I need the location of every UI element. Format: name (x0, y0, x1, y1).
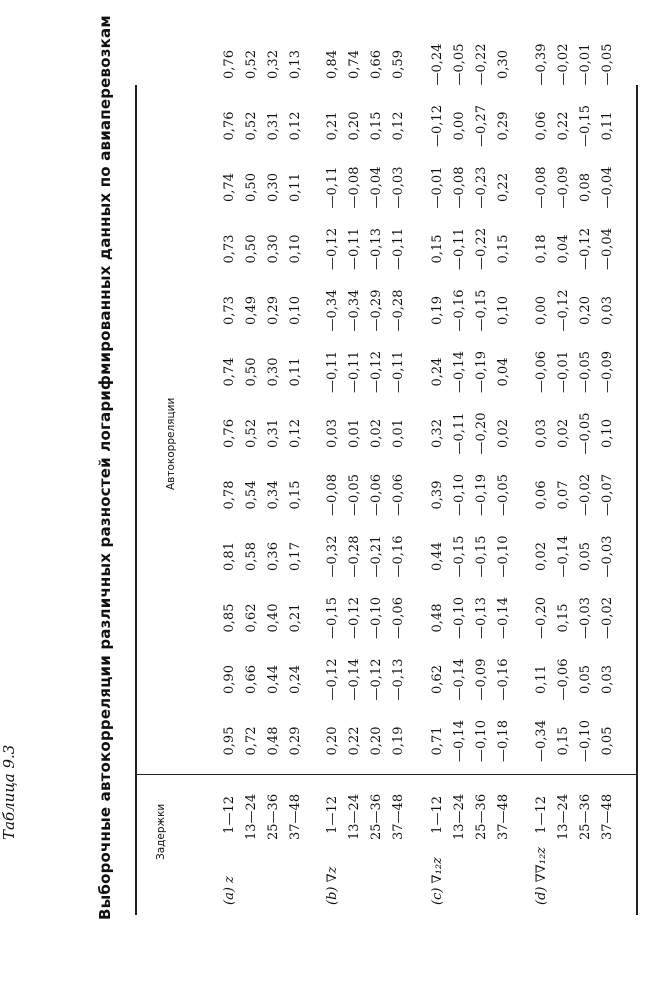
autocorrelation-value: —0,19 (474, 474, 489, 516)
autocorrelation-value: —0,16 (496, 658, 511, 701)
autocorrelation-value: 0,32 (430, 419, 445, 448)
autocorrelation-value: 0,76 (222, 111, 237, 141)
autocorrelation-value: —0,15 (578, 105, 593, 147)
autocorrelation-value: —0,20 (534, 597, 549, 639)
autocorrelation-value: 0,44 (430, 542, 445, 571)
autocorrelation-value: 0,58 (244, 542, 259, 571)
lag-range: 13—24 (347, 793, 362, 840)
autocorrelation-value: —0,16 (452, 289, 467, 332)
autocorrelation-value: —0,28 (391, 289, 406, 332)
autocorrelation-value: 0,15 (288, 480, 303, 510)
autocorrelation-value: 0,95 (222, 726, 237, 756)
autocorrelation-value: 0,50 (244, 234, 259, 264)
group-label: (c) ∇₁₂z (430, 857, 445, 905)
autocorrelation-value: 0,19 (391, 726, 406, 756)
autocorrelation-value: —0,11 (391, 351, 406, 393)
lag-range: 37—48 (600, 793, 615, 840)
autocorrelation-value: 0,15 (369, 111, 384, 141)
lag-range: 1—12 (222, 796, 237, 834)
autocorrelation-value: 0,72 (244, 726, 259, 756)
autocorrelation-value: 0,08 (578, 173, 593, 202)
autocorrelation-value: —0,08 (452, 166, 467, 209)
autocorrelation-value: 0,66 (369, 50, 384, 79)
autocorrelation-value: —0,02 (600, 597, 615, 639)
autocorrelation-value: 0,81 (222, 542, 237, 571)
autocorrelation-value: 0,05 (578, 542, 593, 571)
autocorrelation-value: —0,11 (452, 412, 467, 455)
autocorrelation-value: —0,15 (452, 535, 467, 578)
autocorrelation-value: —0,39 (534, 43, 549, 86)
autocorrelation-value: —0,08 (347, 166, 362, 209)
autocorrelation-value: 0,21 (325, 111, 340, 141)
autocorrelation-value: —0,06 (391, 474, 406, 516)
autocorrelation-value: 0,62 (430, 665, 445, 694)
autocorrelation-value: 0,00 (534, 296, 549, 325)
autocorrelation-value: 0,32 (266, 50, 281, 79)
lag-range: 13—24 (452, 793, 467, 840)
autocorrelation-value: —0,07 (600, 474, 615, 516)
autocorrelation-value: —0,14 (452, 720, 467, 762)
autocorrelation-value: 0,04 (496, 357, 511, 387)
autocorrelation-value: 0,85 (222, 603, 237, 633)
autocorrelation-value: 0,12 (391, 111, 406, 141)
autocorrelation-value: —0,06 (534, 351, 549, 393)
autocorrelation-value: 0,10 (496, 296, 511, 325)
autocorrelation-value: 0,20 (369, 726, 384, 756)
autocorrelation-value: —0,11 (347, 228, 362, 270)
autocorrelation-value: 0,06 (534, 111, 549, 141)
autocorrelation-value: 0,31 (266, 111, 281, 141)
autocorrelation-value: 0,48 (266, 726, 281, 756)
autocorrelation-value: 0,03 (534, 419, 549, 448)
autocorrelation-value: —0,05 (347, 474, 362, 516)
group-label: (b) ∇z (325, 866, 340, 905)
autocorrelation-value: 0,11 (288, 357, 303, 387)
autocorrelation-value: —0,02 (556, 43, 571, 86)
autocorrelation-value: —0,15 (325, 597, 340, 639)
autocorrelation-value: 0,62 (244, 603, 259, 633)
autocorrelation-value: 0,01 (347, 419, 362, 448)
lag-range: 1—12 (325, 796, 340, 834)
lag-range: 25—36 (369, 793, 384, 840)
autocorrelation-value: —0,08 (325, 474, 340, 516)
autocorrelation-value: 0,50 (244, 173, 259, 202)
autocorrelation-value: —0,06 (369, 474, 384, 516)
autocorrelation-value: 0,74 (347, 50, 362, 79)
autocorrelation-value: —0,21 (369, 535, 384, 578)
autocorrelation-value: 0,20 (578, 296, 593, 325)
autocorrelation-value: 0,71 (430, 726, 445, 756)
autocorrelation-value: —0,11 (347, 351, 362, 393)
autocorrelation-value: 0,02 (496, 419, 511, 448)
autocorrelation-value: —0,14 (452, 351, 467, 393)
autocorrelation-value: —0,11 (325, 166, 340, 209)
autocorrelation-value: 0,48 (430, 603, 445, 633)
autocorrelation-value: —0,16 (391, 535, 406, 578)
autocorrelation-value: —0,12 (325, 228, 340, 270)
lag-range: 25—36 (474, 793, 489, 840)
autocorrelation-value: 0,21 (288, 603, 303, 633)
autocorrelation-value: 0,30 (266, 173, 281, 202)
autocorrelation-value: —0,22 (474, 228, 489, 270)
autocorrelation-value: 0,10 (288, 296, 303, 325)
autocorrelation-value: —0,34 (325, 289, 340, 332)
autocorrelation-value: 0,12 (288, 419, 303, 448)
autocorrelation-value: —0,10 (578, 720, 593, 762)
group-label: (d) ∇∇₁₂z (534, 846, 549, 905)
autocorrelation-value: —0,12 (430, 105, 445, 147)
autocorrelation-value: —0,04 (600, 166, 615, 209)
autocorrelation-value: 0,15 (556, 603, 571, 633)
autocorrelation-value: —0,28 (347, 535, 362, 578)
autocorrelation-value: 0,30 (266, 357, 281, 387)
autocorrelation-value: 0,11 (600, 111, 615, 141)
autocorrelation-value: 0,05 (600, 726, 615, 756)
autocorrelation-value: —0,12 (347, 597, 362, 639)
autocorrelation-value: 0,36 (266, 542, 281, 571)
group-label: (a) z (222, 876, 237, 905)
autocorrelation-value: 0,19 (430, 296, 445, 325)
autocorrelation-value: —0,05 (600, 43, 615, 86)
autocorrelation-value: 0,18 (534, 234, 549, 264)
autocorrelation-value: 0,73 (222, 296, 237, 325)
autocorrelation-value: 0,50 (244, 357, 259, 387)
autocorrelation-value: 0,76 (222, 419, 237, 448)
autocorrelation-value: 0,22 (347, 726, 362, 756)
autocorrelation-value: —0,13 (369, 228, 384, 270)
autocorrelation-value: —0,18 (496, 720, 511, 762)
autocorrelation-value: —0,13 (474, 597, 489, 639)
autocorrelation-value: 0,73 (222, 234, 237, 264)
autocorrelation-value: —0,13 (391, 658, 406, 701)
autocorrelation-value: —0,10 (369, 597, 384, 639)
autocorrelation-value: —0,01 (556, 351, 571, 393)
autocorrelation-value: 0,39 (430, 480, 445, 510)
autocorrelation-value: —0,22 (474, 43, 489, 86)
autocorrelation-value: 0,05 (578, 665, 593, 694)
autocorrelation-value: 0,07 (556, 480, 571, 510)
autocorrelation-value: —0,11 (391, 228, 406, 270)
autocorrelation-value: 0,78 (222, 480, 237, 510)
top-rule (135, 85, 137, 915)
autocorrelation-value: 0,03 (325, 419, 340, 448)
autocorrelation-value: —0,10 (452, 597, 467, 639)
autocorrelation-value: 0,90 (222, 665, 237, 694)
lag-range: 37—48 (288, 793, 303, 840)
autocorrelation-value: —0,11 (452, 228, 467, 270)
autocorrelation-value: 0,24 (430, 357, 445, 387)
autocorrelation-value: —0,15 (474, 289, 489, 332)
autocorrelation-value: —0,05 (452, 43, 467, 86)
autocorrelation-value: 0,29 (288, 726, 303, 756)
autocorrelation-value: 0,06 (534, 480, 549, 510)
autocorrelation-value: 0,54 (244, 480, 259, 510)
autocorrelation-value: —0,03 (600, 535, 615, 578)
autocorrelation-value: —0,06 (556, 658, 571, 701)
autocorrelation-value: 0,22 (496, 173, 511, 202)
autocorrelation-value: 0,24 (288, 665, 303, 694)
autocorrelation-value: —0,05 (578, 351, 593, 393)
autocorrelation-value: —0,05 (578, 412, 593, 455)
lag-range: 37—48 (496, 793, 511, 840)
autocorrelation-value: 0,01 (391, 419, 406, 448)
autocorrelation-value: —0,14 (347, 658, 362, 701)
autocorrelation-value: 0,15 (496, 234, 511, 264)
autocorrelation-value: 0,52 (244, 111, 259, 141)
autocorrelation-value: 0,40 (266, 603, 281, 633)
autocorrelation-value: —0,12 (369, 658, 384, 701)
header-divider (136, 774, 636, 775)
autocorrelation-value: 0,11 (288, 173, 303, 202)
autocorrelation-value: 0,66 (244, 665, 259, 694)
autocorrelation-value: 0,29 (496, 111, 511, 141)
table-title: Выборочные автокорреляции различных разностей логарифмированных данных по авиаперевозкам (96, 15, 114, 920)
autocorrelation-value: 0,74 (222, 357, 237, 387)
autocorrelation-value: —0,29 (369, 289, 384, 332)
lag-range: 1—12 (534, 796, 549, 834)
autocorrelation-value: 0,59 (391, 50, 406, 79)
autocorrelation-value: 0,31 (266, 419, 281, 448)
lag-range: 25—36 (578, 793, 593, 840)
autocorrelation-value: —0,14 (452, 658, 467, 701)
autocorrelations-header: Автокорреляции (165, 397, 177, 490)
autocorrelation-value: —0,12 (578, 228, 593, 270)
autocorrelation-value: 0,02 (556, 419, 571, 448)
lag-range: 13—24 (244, 793, 259, 840)
autocorrelation-value: —0,06 (391, 597, 406, 639)
autocorrelation-value: —0,10 (452, 474, 467, 516)
autocorrelation-value: 0,02 (369, 419, 384, 448)
lags-header: Задержки (155, 803, 167, 860)
autocorrelation-value: 0,49 (244, 296, 259, 325)
autocorrelation-value: 0,10 (600, 419, 615, 448)
autocorrelation-value: —0,14 (496, 597, 511, 639)
autocorrelation-value: —0,09 (474, 658, 489, 701)
autocorrelation-value: —0,20 (474, 412, 489, 455)
autocorrelation-value: 0,74 (222, 173, 237, 202)
autocorrelation-value: —0,10 (496, 535, 511, 578)
autocorrelation-value: —0,05 (496, 474, 511, 516)
autocorrelation-value: —0,11 (325, 351, 340, 393)
autocorrelation-value: 0,84 (325, 50, 340, 79)
autocorrelation-value: —0,04 (369, 166, 384, 209)
table-caption: Таблица 9.3 (0, 744, 18, 840)
lag-range: 1—12 (430, 796, 445, 834)
autocorrelation-value: 0,34 (266, 480, 281, 510)
autocorrelation-value: 0,22 (556, 111, 571, 141)
autocorrelation-value: —0,08 (534, 166, 549, 209)
autocorrelation-value: —0,12 (369, 351, 384, 393)
autocorrelation-value: —0,09 (556, 166, 571, 209)
autocorrelation-value: 0,00 (452, 111, 467, 141)
autocorrelation-value: —0,03 (391, 166, 406, 209)
autocorrelation-value: 0,04 (556, 234, 571, 264)
autocorrelation-value: 0,30 (266, 234, 281, 264)
autocorrelation-value: —0,01 (578, 43, 593, 86)
autocorrelation-value: —0,01 (430, 166, 445, 209)
autocorrelation-value: —0,23 (474, 166, 489, 209)
autocorrelation-value: —0,09 (600, 351, 615, 393)
autocorrelation-value: 0,30 (496, 50, 511, 79)
autocorrelation-value: 0,29 (266, 296, 281, 325)
autocorrelation-value: —0,32 (325, 535, 340, 578)
lag-range: 13—24 (556, 793, 571, 840)
autocorrelation-value: —0,04 (600, 228, 615, 270)
autocorrelation-value: 0,02 (534, 542, 549, 571)
autocorrelation-value: 0,03 (600, 296, 615, 325)
autocorrelation-value: —0,12 (325, 658, 340, 701)
autocorrelation-value: —0,15 (474, 535, 489, 578)
autocorrelation-value: 0,20 (325, 726, 340, 756)
autocorrelation-value: 0,13 (288, 50, 303, 79)
autocorrelation-value: —0,03 (578, 597, 593, 639)
autocorrelation-value: —0,19 (474, 351, 489, 393)
autocorrelation-value: 0,10 (288, 234, 303, 264)
autocorrelation-value: —0,02 (578, 474, 593, 516)
autocorrelation-value: —0,34 (534, 720, 549, 762)
autocorrelation-value: 0,15 (556, 726, 571, 756)
lag-range: 25—36 (266, 793, 281, 840)
autocorrelation-value: 0,15 (430, 234, 445, 264)
autocorrelation-value: 0,76 (222, 50, 237, 79)
autocorrelation-value: 0,52 (244, 419, 259, 448)
autocorrelation-value: 0,12 (288, 111, 303, 141)
autocorrelation-value: —0,12 (556, 289, 571, 332)
autocorrelation-value: 0,17 (288, 542, 303, 571)
autocorrelation-value: 0,52 (244, 50, 259, 79)
autocorrelation-value: —0,27 (474, 105, 489, 147)
lag-range: 37—48 (391, 793, 406, 840)
bottom-rule (636, 85, 638, 915)
autocorrelation-value: —0,10 (474, 720, 489, 762)
autocorrelation-value: 0,11 (534, 665, 549, 694)
autocorrelation-value: 0,44 (266, 665, 281, 694)
autocorrelation-value: —0,14 (556, 535, 571, 578)
autocorrelation-value: 0,03 (600, 665, 615, 694)
autocorrelation-value: —0,34 (347, 289, 362, 332)
autocorrelation-value: —0,24 (430, 43, 445, 86)
autocorrelation-value: 0,20 (347, 111, 362, 141)
